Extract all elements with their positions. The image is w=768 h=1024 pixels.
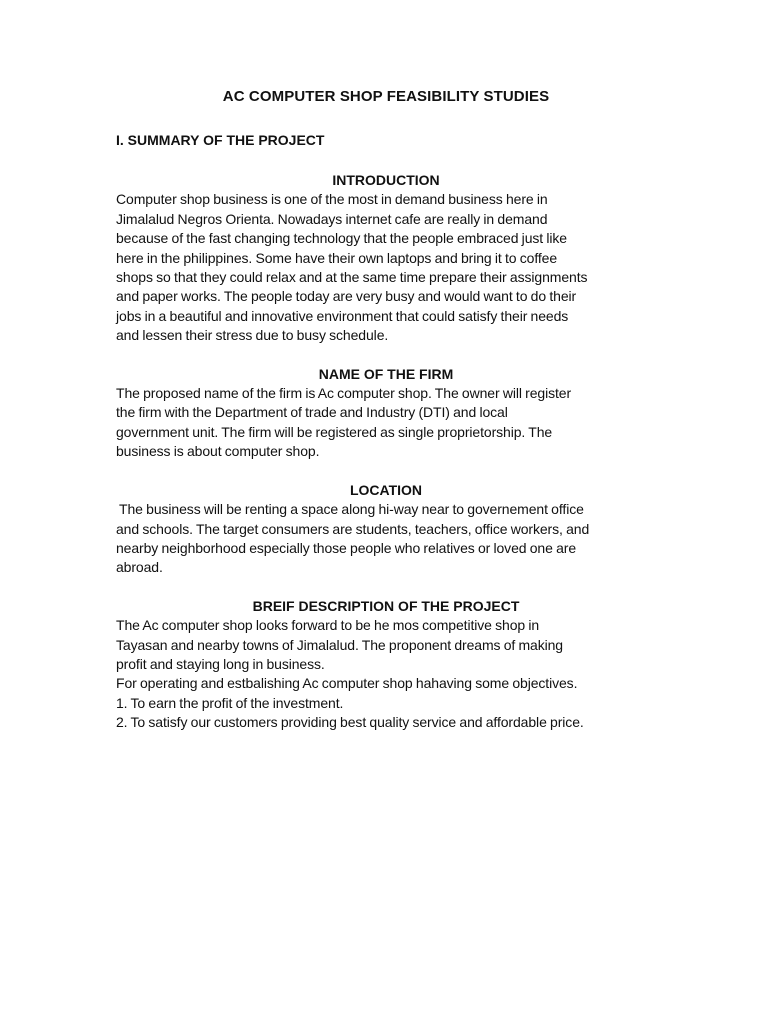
text-line: abroad. bbox=[116, 559, 163, 576]
text-line: The business will be renting a space along hi-way near to governement office bbox=[116, 501, 584, 518]
text-line: Computer shop business is one of the most in demand business here in bbox=[116, 191, 548, 208]
location-paragraph bbox=[116, 500, 656, 578]
text-line: Tayasan and nearby towns of Jimalalud. The proponent dreams of making bbox=[116, 636, 563, 653]
text-line: and schools. The target consumers are students, teachers, office workers, and bbox=[116, 520, 590, 537]
objective-item: 2. To satisfy our customers providing best quality service and affordable price. bbox=[116, 714, 584, 731]
text-line: nearby neighborhood especially those people who relatives or loved one are bbox=[116, 539, 577, 556]
summary-section-heading: I. SUMMARY OF THE PROJECT bbox=[116, 132, 325, 148]
text-line: Jimalalud Negros Orienta. Nowadays internet cafe are really in demand bbox=[116, 210, 548, 227]
introduction-heading: INTRODUCTION bbox=[332, 172, 440, 188]
introduction-section bbox=[116, 171, 656, 346]
text-line: the firm with the Department of trade and Industry (DTI) and local bbox=[116, 404, 508, 421]
document-title: AC COMPUTER SHOP FEASIBILITY STUDIES bbox=[222, 88, 550, 105]
objective-item: 1. To earn the profit of the investment. bbox=[116, 694, 344, 711]
firm-name-paragraph bbox=[116, 384, 656, 462]
text-line: and paper works. The people today are very busy and would want to do their bbox=[116, 288, 577, 305]
introduction-paragraph bbox=[116, 190, 656, 345]
firm-name-heading: NAME OF THE FIRM bbox=[318, 365, 454, 382]
firm-name-section bbox=[116, 365, 656, 462]
text-line: shops so that they could relax and at the same time prepare their assignments bbox=[116, 269, 588, 286]
text-line: profit and staying long in business. bbox=[116, 655, 325, 672]
text-line: and lessen their stress due to busy schedule. bbox=[116, 327, 389, 344]
project-description-paragraph bbox=[116, 616, 656, 732]
text-line: business is about computer shop. bbox=[116, 443, 320, 460]
project-description-heading: BREIF DESCRIPTION OF THE PROJECT bbox=[252, 597, 520, 614]
location-section bbox=[116, 481, 656, 578]
text-line: here in the philippines. Some have their own laptops and bring it to coffee bbox=[116, 249, 558, 266]
text-line: government unit. The firm will be registered as single proprietorship. The bbox=[116, 423, 553, 440]
text-line: The proposed name of the firm is Ac computer shop. The owner will register bbox=[116, 385, 572, 402]
project-description-section bbox=[116, 597, 656, 733]
text-line: because of the fast changing technology that the people embraced just like bbox=[116, 230, 567, 247]
location-heading: LOCATION bbox=[349, 481, 423, 498]
text-line: For operating and estbalishing Ac computer shop hahaving some objectives. bbox=[116, 675, 578, 692]
text-line: jobs in a beautiful and innovative environment that could satisfy their needs bbox=[116, 307, 569, 324]
text-line: The Ac computer shop looks forward to be he mos competitive shop in bbox=[116, 617, 540, 634]
document-page bbox=[116, 88, 656, 752]
